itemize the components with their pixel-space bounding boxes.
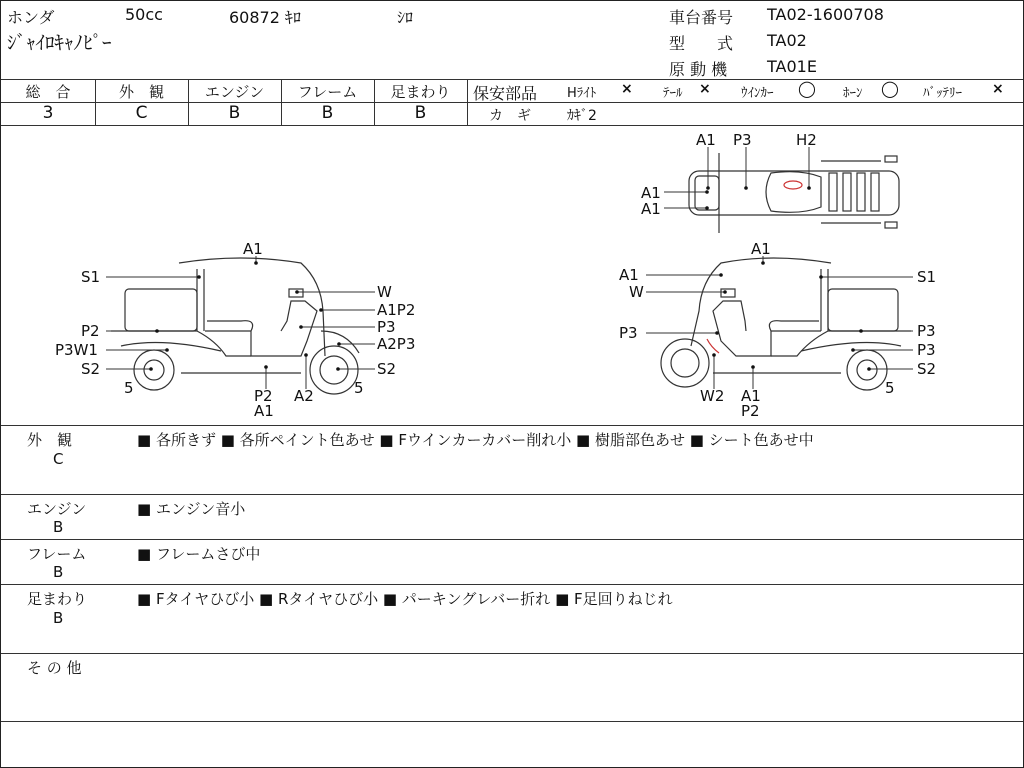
section-suspension-items: ■ Fタイヤひび小 ■ Rタイヤひび小 ■ パーキングレバー折れ ■ F足回りねじれ xyxy=(137,590,673,608)
diag-left-5-front: 5 xyxy=(354,379,364,397)
diag-left-p3: P3 xyxy=(377,318,396,336)
diag-right-p2-floor: P2 xyxy=(741,402,760,420)
suspension-grade-value: B xyxy=(414,103,427,123)
diag-right-s2: S2 xyxy=(917,360,937,378)
section-suspension-title: 足まわり xyxy=(27,590,88,608)
diag-left-s2-rear: S2 xyxy=(81,360,101,378)
overall-grade-value: 3 xyxy=(42,103,54,123)
section-engine-title: エンジン xyxy=(27,500,87,518)
diag-left-a1p2: A1P2 xyxy=(377,301,416,319)
diag-right-5: 5 xyxy=(885,379,895,397)
frame-no-value: TA02-1600708 xyxy=(767,5,884,24)
diag-left-a1-roof: A1 xyxy=(243,240,263,258)
diag-left-a1-floor: A1 xyxy=(254,402,274,420)
diag-left-p2-floor: P2 xyxy=(254,387,273,405)
suspension-grade-label: 足まわり xyxy=(390,83,451,101)
winker-label: ｳｲﾝｶｰ xyxy=(741,86,774,101)
engine-grade-label: エンジン xyxy=(204,83,265,101)
diag-left-p3w1: P3W1 xyxy=(55,341,98,359)
frame-grade-value: B xyxy=(321,103,334,123)
horn-mark: ◯ xyxy=(881,79,899,98)
diag-left-5-rear: 5 xyxy=(124,379,134,397)
diag-top-a1: A1 xyxy=(696,131,716,149)
scooter-left-view xyxy=(111,258,359,394)
section-frame-items: ■ フレームさび中 xyxy=(137,545,261,563)
diag-top-h2: H2 xyxy=(796,131,817,149)
diag-right-w2: W2 xyxy=(700,387,725,405)
headlight-label: Hﾗｲﾄ xyxy=(567,86,597,101)
engine-model-value: TA01E xyxy=(767,57,817,76)
scooter-top-view xyxy=(689,153,899,233)
tail-mark: × xyxy=(699,81,711,97)
winker-mark: ◯ xyxy=(798,79,816,98)
diag-left-s2-front: S2 xyxy=(377,360,397,378)
tail-label: ﾃｰﾙ xyxy=(663,86,683,101)
body-color: ｼﾛ xyxy=(397,8,414,27)
diag-right-a1-floor: A1 xyxy=(741,387,761,405)
section-engine-grade: B xyxy=(53,518,64,536)
section-frame-title: フレーム xyxy=(27,545,87,563)
frame-grade-label: フレーム xyxy=(297,83,358,101)
diag-top-a1-front: A1 xyxy=(641,184,661,202)
maker: ホンダ xyxy=(7,8,55,27)
scooter-right-view xyxy=(661,258,911,390)
type-label: 型 式 xyxy=(669,34,734,53)
displacement: 50cc xyxy=(125,5,163,24)
diag-left-a2: A2 xyxy=(294,387,314,405)
section-other-title: そ の 他 xyxy=(27,659,82,677)
diag-top-a1-lower: A1 xyxy=(641,200,661,218)
diag-left-p2: P2 xyxy=(81,322,100,340)
battery-mark: × xyxy=(992,81,1004,97)
diag-right-p3-front: P3 xyxy=(619,324,638,342)
section-exterior-title: 外 観 xyxy=(27,431,73,449)
diag-right-w: W xyxy=(629,283,644,301)
section-frame-grade: B xyxy=(53,563,64,581)
section-exterior-grade: C xyxy=(53,450,64,468)
key-value: ｶｷﾞ2 xyxy=(567,108,597,124)
exterior-grade-label: 外 観 xyxy=(118,83,164,101)
section-suspension-grade: B xyxy=(53,609,64,627)
section-exterior-items: ■ 各所きず ■ 各所ペイント色あせ ■ Fウインカーカバー削れ小 ■ 樹脂部色あせ ■ シート色あせ中 xyxy=(137,431,814,449)
headlight-mark: × xyxy=(621,81,633,97)
type-value: TA02 xyxy=(767,31,807,50)
frame-no-label: 車台番号 xyxy=(669,8,734,27)
model-name: ｼﾞｬｲﾛｷｬﾉﾋﾟｰ xyxy=(7,32,112,54)
diag-top-p3: P3 xyxy=(733,131,752,149)
engine-model-label: 原 動 機 xyxy=(669,60,728,79)
diag-right-a1-roof: A1 xyxy=(751,240,771,258)
diag-right-p3-box: P3 xyxy=(917,322,936,340)
key-label: カ ギ xyxy=(489,108,531,124)
diag-right-a1: A1 xyxy=(619,266,639,284)
overall-grade-label: 総 合 xyxy=(25,83,71,101)
diag-right-s1: S1 xyxy=(917,268,937,286)
diag-left-s1: S1 xyxy=(81,268,101,286)
section-engine-items: ■ エンジン音小 xyxy=(137,500,246,518)
exterior-grade-value: C xyxy=(135,103,148,123)
safety-parts-label: 保安部品 xyxy=(473,84,538,103)
mileage: 60872 ｷﾛ xyxy=(229,8,301,27)
engine-grade-value: B xyxy=(228,103,241,123)
diag-right-p3-body: P3 xyxy=(917,341,936,359)
horn-label: ﾎｰﾝ xyxy=(843,86,863,101)
diag-left-a2p3: A2P3 xyxy=(377,335,416,353)
battery-label: ﾊﾞｯﾃﾘｰ xyxy=(923,86,962,101)
damage-diagram xyxy=(1,125,1023,425)
diag-left-w: W xyxy=(377,283,392,301)
